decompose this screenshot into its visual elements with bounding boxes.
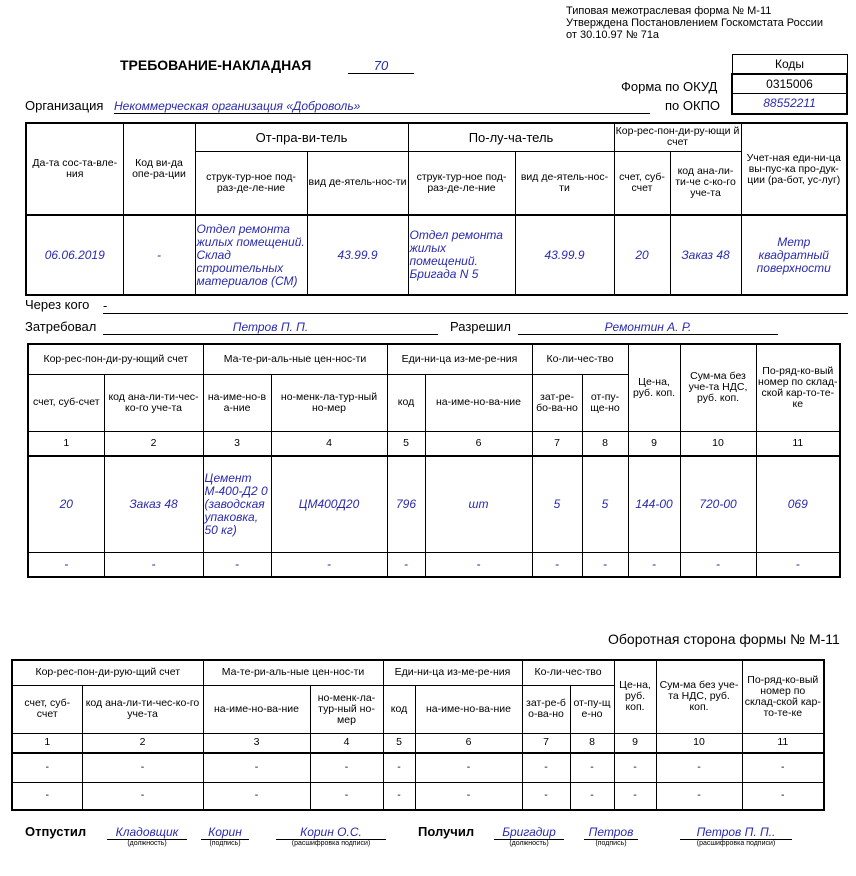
receiver-struct-value[interactable]: Отдел ремонта жилых помещений. Бригада N 5 <box>408 215 515 295</box>
requested-label: Затребовал <box>25 319 97 334</box>
m-cell[interactable]: 069 <box>756 456 840 552</box>
organization-label: Организация <box>25 98 104 113</box>
m-values-header: Ма-те-ри-аль-ные цен-нос-ти <box>203 344 387 374</box>
reverse-side-title: Оборотная сторона формы № М-11 <box>608 631 840 647</box>
document-number[interactable]: 70 <box>348 58 414 74</box>
b-colnum: 8 <box>570 733 614 753</box>
through-label: Через кого <box>25 297 90 312</box>
document-title: ТРЕБОВАНИЕ-НАКЛАДНАЯ <box>120 57 312 73</box>
okpo-label: по ОКПО <box>665 98 721 113</box>
m-cell[interactable]: 5 <box>582 456 628 552</box>
m-colnum: 3 <box>203 431 271 456</box>
date-header: Да-та сос-та-вле-ния <box>26 123 123 215</box>
table-row <box>28 456 840 552</box>
allowed-label: Разрешил <box>450 319 512 334</box>
position-caption: (должность) <box>509 840 549 847</box>
b-cell[interactable]: - <box>614 782 656 810</box>
m-cell[interactable]: - <box>532 552 582 577</box>
okud-code[interactable]: 0315006 <box>732 74 847 94</box>
received-signature-field <box>584 825 638 847</box>
m-colnum: 7 <box>532 431 582 456</box>
released-signature[interactable]: Корин <box>201 825 249 840</box>
b-cell[interactable]: - <box>82 753 203 782</box>
m-colnum: 2 <box>104 431 203 456</box>
m-colnum: 10 <box>680 431 756 456</box>
m-cell[interactable]: - <box>271 552 387 577</box>
released-signature-field <box>201 825 249 847</box>
b-cell[interactable]: - <box>12 753 82 782</box>
account-header: счет, суб-счет <box>614 151 670 215</box>
m-cell[interactable]: - <box>387 552 425 577</box>
form-type-note <box>566 5 823 41</box>
m-rel-header: от-пу-ще-но <box>582 374 628 431</box>
requested-value[interactable]: Петров П. П. <box>103 320 438 335</box>
b-analytic-header: код ана-ли-ти-чес-ко-го уче-та <box>82 685 203 733</box>
account-value[interactable]: 20 <box>614 215 670 295</box>
b-cell[interactable]: - <box>656 782 742 810</box>
sender-struct-value[interactable]: Отдел ремонта жилых помещений. Склад строительных материалов (СМ) <box>195 215 307 295</box>
receiver-struct-header: струк-тур-ное под-раз-де-ле-ние <box>408 151 515 215</box>
receiver-activity-value[interactable]: 43.99.9 <box>515 215 614 295</box>
m-cell[interactable]: - <box>104 552 203 577</box>
m-cell[interactable]: - <box>756 552 840 577</box>
b-cell[interactable]: - <box>656 753 742 782</box>
m-name-header: на-име-но-в а-ние <box>203 374 271 431</box>
b-rel-header: от-пу-щ е-но <box>570 685 614 733</box>
m-unit-header: Еди-ни-ца из-ме-ре-ния <box>387 344 532 374</box>
m-req-header: зат-ре-бо-ва-но <box>532 374 582 431</box>
m-nomen-header: но-менк-ла-тур-ный но-мер <box>271 374 387 431</box>
sender-struct-header: струк-тур-ное под-раз-де-ле-ние <box>195 151 307 215</box>
b-cell[interactable]: - <box>570 753 614 782</box>
m-colnum: 4 <box>271 431 387 456</box>
b-sum-header: Сум-ма без уче-та НДС, руб. коп. <box>656 660 742 733</box>
okud-label: Форма по ОКУД <box>621 79 718 94</box>
m-cell[interactable]: Заказ 48 <box>104 456 203 552</box>
m-account-header: счет, суб-счет <box>28 374 104 431</box>
b-values-header: Ма-те-ри-аль-ные цен-нос-ти <box>203 660 383 685</box>
released-position[interactable]: Кладовщик <box>107 825 187 840</box>
codes-table <box>731 54 848 115</box>
b-colnum: 1 <box>12 733 82 753</box>
opcode-value[interactable]: - <box>123 215 195 295</box>
b-qty-header: Ко-ли-чес-тво <box>522 660 614 685</box>
b-colnum: 4 <box>310 733 383 753</box>
m-card-header: По-ряд-ко-вый номер по склад-ской кар-то-те-ке <box>756 344 840 431</box>
received-label: Получил <box>418 824 475 839</box>
m-colnum: 5 <box>387 431 425 456</box>
released-label: Отпустил <box>25 824 87 839</box>
b-cell[interactable]: - <box>12 782 82 810</box>
b-corr-header: Кор-рес-пон-ди-рую-щий счет <box>12 660 203 685</box>
signature-caption: (подпись) <box>595 840 627 847</box>
analytic-value[interactable]: Заказ 48 <box>670 215 741 295</box>
m-sum-header: Сум-ма без уче-та НДС, руб. коп. <box>680 344 756 431</box>
received-signature[interactable]: Петров <box>584 825 638 840</box>
b-cell[interactable]: - <box>82 782 203 810</box>
sender-activity-value[interactable]: 43.99.9 <box>307 215 408 295</box>
received-decoding[interactable]: Петров П. П.. <box>680 825 792 840</box>
b-cell[interactable]: - <box>415 753 522 782</box>
m-analytic-header: код ана-ли-ти-чес-ко-го уче-та <box>104 374 203 431</box>
okpo-code[interactable]: 88552211 <box>732 94 847 115</box>
b-colnum: 6 <box>415 733 522 753</box>
b-colnum: 7 <box>522 733 570 753</box>
approval-date-line: от 30.10.97 № 71а <box>566 29 660 41</box>
m-cell[interactable]: 20 <box>28 456 104 552</box>
m-cell[interactable]: Цемент М-400-Д2 0 (заводская упаковка, 50 кг) <box>203 456 271 552</box>
received-position[interactable]: Бригадир <box>494 825 564 840</box>
m-price-header: Це-на, руб. коп. <box>628 344 680 431</box>
codes-header: Коды <box>732 55 847 75</box>
m-code-header: код <box>387 374 425 431</box>
b-account-header: счет, суб-счет <box>12 685 82 733</box>
b-colnum: 2 <box>82 733 203 753</box>
m-corr-header: Кор-рес-пон-ди-ру-ющий счет <box>28 344 203 374</box>
b-unit-header: Еди-ни-ца из-ме-ре-ния <box>383 660 522 685</box>
b-cell[interactable]: - <box>415 782 522 810</box>
b-colnum: 9 <box>614 733 656 753</box>
receiver-header: По-лу-ча-тель <box>408 123 614 151</box>
released-decoding-field <box>276 825 386 847</box>
m-cell[interactable]: 144-00 <box>628 456 680 552</box>
b-card-header: По-ряд-ко-вый номер по склад-ской кар-то-те-ке <box>742 660 824 733</box>
b-cell[interactable]: - <box>203 753 310 782</box>
b-price-header: Це-на, руб. коп. <box>614 660 656 733</box>
b-cell[interactable]: - <box>614 753 656 782</box>
m-colnum: 6 <box>425 431 532 456</box>
b-cell[interactable]: - <box>570 782 614 810</box>
b-cell[interactable]: - <box>742 782 824 810</box>
b-req-header: зат-ре-б о-ва-но <box>522 685 570 733</box>
m-unitname-header: на-име-но-ва-ние <box>425 374 532 431</box>
m-cell[interactable]: - <box>28 552 104 577</box>
unit-header: Учет-ная еди-ни-ца вы-пус-ка про-дук-ции (ра-бот, ус-луг) <box>741 123 847 215</box>
m-cell[interactable]: - <box>680 552 756 577</box>
m-cell[interactable]: - <box>582 552 628 577</box>
b-cell[interactable]: - <box>383 782 415 810</box>
b-cell[interactable]: - <box>310 753 383 782</box>
reverse-materials-table <box>11 659 825 811</box>
received-position-field <box>494 825 564 847</box>
receiver-activity-header: вид де-ятель-нос-ти <box>515 151 614 215</box>
signature-caption: (подпись) <box>209 840 241 847</box>
unit-value[interactable]: Метр квадратный поверхности <box>741 215 847 295</box>
b-cell[interactable]: - <box>203 782 310 810</box>
table-row <box>12 753 824 782</box>
m-cell[interactable]: 5 <box>532 456 582 552</box>
b-cell[interactable]: - <box>522 782 570 810</box>
date-value[interactable]: 06.06.2019 <box>26 215 123 295</box>
b-unitname-header: на-име-но-ва-ние <box>415 685 522 733</box>
analytic-header: код ана-ли-ти-че с-ко-го уче-та <box>670 151 741 215</box>
m-qty-header: Ко-ли-чес-тво <box>532 344 628 374</box>
corr-account-header: Кор-рес-пон-ди-ру-ющи й счет <box>614 123 741 151</box>
opcode-header: Код ви-да опе-ра-ции <box>123 123 195 215</box>
b-cell[interactable]: - <box>383 753 415 782</box>
allowed-value[interactable]: Ремонтин А. Р. <box>518 320 778 335</box>
b-cell[interactable]: - <box>310 782 383 810</box>
m-cell[interactable]: 720-00 <box>680 456 756 552</box>
m-cell[interactable]: ЦМ400Д20 <box>271 456 387 552</box>
b-nomen-header: но-менк-ла-тур-ный но-мер <box>310 685 383 733</box>
b-code-header: код <box>383 685 415 733</box>
form-type-line: Типовая межотраслевая форма № М-11 <box>566 5 772 17</box>
organization-value[interactable]: Некоммерческая организация «Доброволь» <box>114 99 650 114</box>
m-colnum: 9 <box>628 431 680 456</box>
m-cell[interactable]: шт <box>425 456 532 552</box>
m-colnum: 1 <box>28 431 104 456</box>
m-cell[interactable]: - <box>628 552 680 577</box>
m-colnum: 11 <box>756 431 840 456</box>
b-colnum: 11 <box>742 733 824 753</box>
b-colnum: 3 <box>203 733 310 753</box>
m-colnum: 8 <box>582 431 628 456</box>
received-decoding-field <box>680 825 792 847</box>
decoding-caption: (расшифровка подписи) <box>291 840 371 847</box>
decoding-caption: (расшифровка подписи) <box>696 840 776 847</box>
table-row <box>12 782 824 810</box>
top-header-table <box>25 122 848 296</box>
m-cell[interactable]: 796 <box>387 456 425 552</box>
m-cell[interactable]: - <box>203 552 271 577</box>
position-caption: (должность) <box>127 840 167 847</box>
table-row <box>28 552 840 577</box>
sender-header: От-пра-ви-тель <box>195 123 408 151</box>
b-colnum: 10 <box>656 733 742 753</box>
b-colnum: 5 <box>383 733 415 753</box>
m-cell[interactable]: - <box>425 552 532 577</box>
approval-line: Утверждена Постановлением Госкомстата России <box>566 17 824 29</box>
through-value[interactable]: - <box>103 298 848 314</box>
b-cell[interactable]: - <box>742 753 824 782</box>
b-cell[interactable]: - <box>522 753 570 782</box>
materials-table <box>27 343 841 578</box>
b-name-header: на-име-но-ва-ние <box>203 685 310 733</box>
released-position-field <box>107 825 187 847</box>
released-decoding[interactable]: Корин О.С. <box>276 825 386 840</box>
sender-activity-header: вид де-ятель-нос-ти <box>307 151 408 215</box>
